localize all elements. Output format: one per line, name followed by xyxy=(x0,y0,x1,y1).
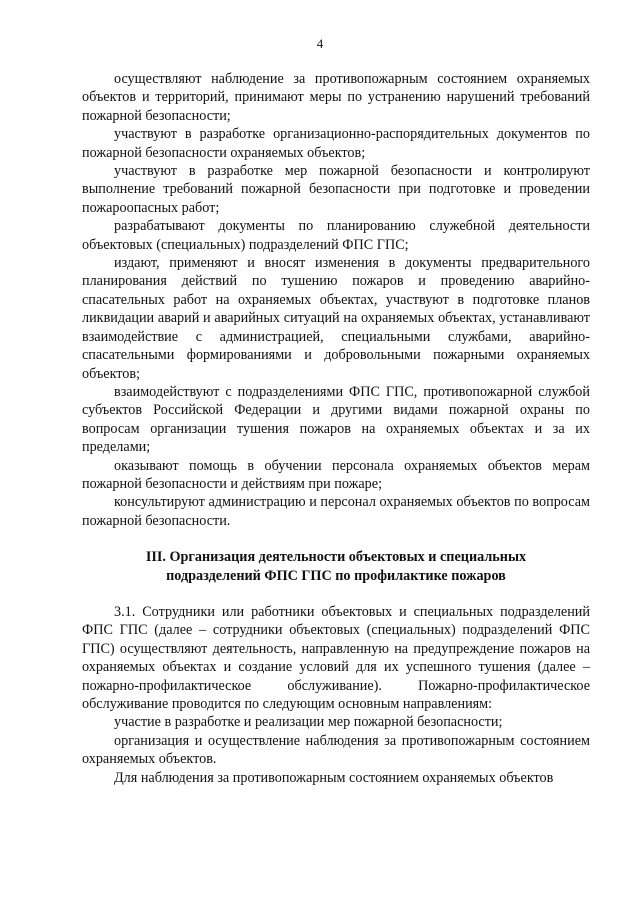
section-heading-line-1: III. Организация деятельности объектовых и специальных xyxy=(145,549,527,566)
document-body xyxy=(82,70,590,787)
paragraph: организация и осуществление наблюдения за противопожарным состоянием охраняемых объектов. xyxy=(82,732,590,768)
page-number: 4 xyxy=(316,36,324,51)
paragraph: консультируют администрацию и персонал охраняемых объектов по вопросам пожарной безопасности. xyxy=(82,494,590,529)
paragraph: разрабатывают документы по планированию служебной деятельности объектовых (специальных) подразделений ФПС ГПС; xyxy=(82,218,590,253)
section-heading-line-2: подразделений ФПС ГПС по профилактике пожаров xyxy=(166,567,506,584)
paragraph: взаимодействуют с подразделениями ФПС ГПС, противопожарной службой субъектов Российской Федерации и другими видами пожарной охраны по вопросам организации тушения пожаров на охраняемых объектах и за их пределами; xyxy=(82,383,590,456)
paragraph: оказывают помощь в обучении персонала охраняемых объектов мерам пожарной безопасности и действиям при пожаре; xyxy=(82,457,590,492)
paragraph: участие в разработке и реализации мер пожарной безопасности; xyxy=(114,714,503,731)
section-heading xyxy=(82,548,590,585)
paragraph: участвуют в разработке организационно-распорядительных документов по пожарной безопасности охраняемых объектов; xyxy=(82,126,590,161)
paragraph: осуществляют наблюдение за противопожарным состоянием охраняемых объектов и территорий, принимают меры по устранению нарушений требований пожарной безопасности; xyxy=(82,71,590,124)
paragraph: издают, применяют и вносят изменения в документы предварительного планирования действий по тушению пожаров и проведению аварийно-спасательных работ на охраняемых объектах, участвуют в подготовке планов ликвидации аварий и аварийных ситуаций на охраняемых объектах, устанавливают взаимодействие с администрацией, специальными службами, аварийно-спасательными формированиями и добровольными пожарными охраняемых объектов; xyxy=(82,255,590,382)
paragraph: Для наблюдения за противопожарным состоянием охраняемых объектов xyxy=(114,769,554,786)
paragraph: 3.1. Сотрудники или работники объектовых и специальных подразделений ФПС ГПС (далее – сотрудники объектовых (специальных) подразделений ФПС ГПС) осуществляют деятельность, направленную на предупреждение пожаров на охраняемых объектах и создание условий для их успешного тушения (далее – пожарно-профилактическое обслуживание). Пожарно-профилактическое обслуживание проводится по следующим основным направлениям: xyxy=(82,603,590,712)
paragraph: участвуют в разработке мер пожарной безопасности и контролируют выполнение требований пожарной безопасности при подготовке и проведении пожароопасных работ; xyxy=(82,163,590,216)
